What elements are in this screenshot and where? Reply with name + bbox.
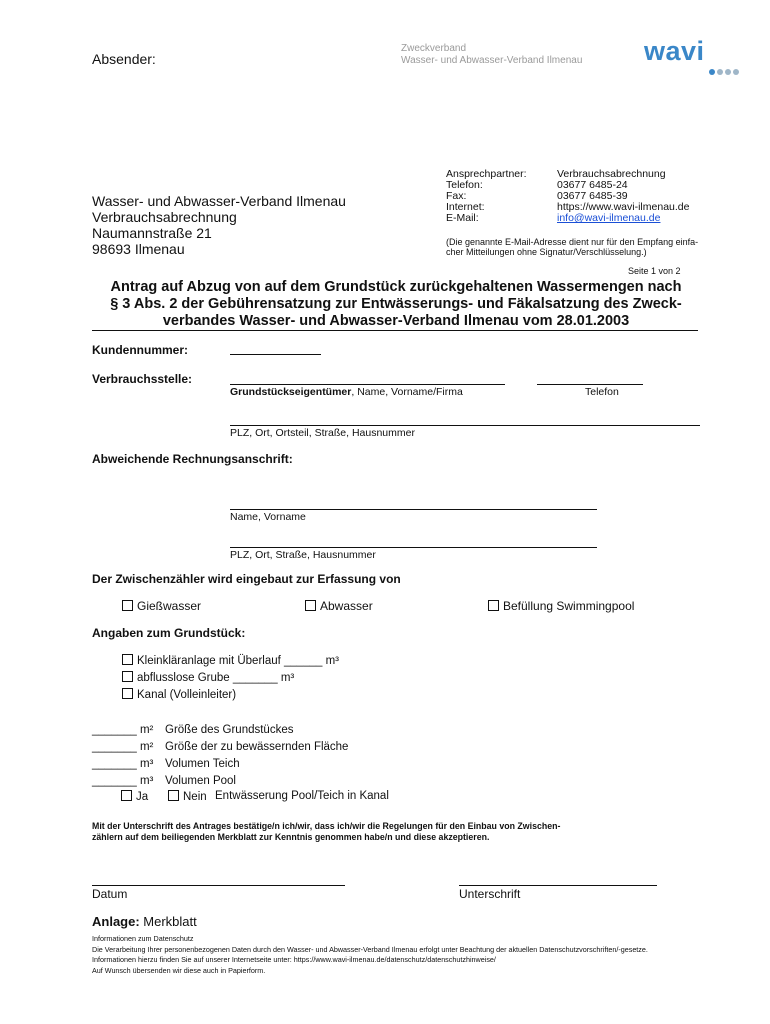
option-label: Abwasser [320, 599, 373, 613]
privacy-notice [92, 934, 648, 976]
checkbox-icon[interactable] [122, 671, 133, 682]
contact-label: Ansprechpartner: [446, 168, 527, 180]
page-title [96, 279, 696, 330]
measure-unit[interactable]: _______ m³ [92, 758, 154, 770]
measure-unit[interactable]: _______ m² [92, 741, 154, 753]
org-line2: Wasser- und Abwasser-Verband Ilmenau [401, 55, 583, 66]
checkbox-icon[interactable] [121, 790, 132, 801]
contact-value: 03677 6485-24 [557, 179, 628, 191]
recipient-line4: 98693 Ilmenau [92, 241, 185, 257]
contact-note [446, 237, 698, 257]
option-label: Kanal (Volleinleiter) [137, 689, 237, 701]
date-field[interactable] [92, 885, 345, 886]
option-label: Befüllung Swimmingpool [503, 599, 635, 613]
org-line1: Zweckverband [401, 43, 467, 54]
title-divider [92, 330, 698, 331]
privacy-line4: Auf Wunsch übersenden wir diese auch in Papierform. [92, 965, 266, 975]
checkbox-icon[interactable] [488, 600, 499, 611]
checkbox-icon[interactable] [122, 600, 133, 611]
consumption-point-label: Verbrauchsstelle: [92, 372, 193, 386]
property-option-sewer[interactable] [122, 688, 236, 701]
address-field[interactable] [230, 425, 700, 426]
measures-labels [165, 722, 348, 790]
property-heading: Angaben zum Grundstück: [92, 626, 246, 640]
checkbox-icon[interactable] [122, 688, 133, 699]
property-option-septic[interactable] [122, 654, 339, 667]
contact-label: Telefon: [446, 179, 483, 191]
confirmation-line2: zählern auf dem beiliegenden Merkblatt zur Kenntnis genommen habe/n und diese akzeptieren. [92, 832, 490, 842]
billing-name-field[interactable] [230, 509, 597, 510]
attachment [92, 914, 197, 929]
measures-units [92, 722, 153, 790]
recipient-line2: Verbrauchsabrechnung [92, 209, 237, 225]
phone-field[interactable] [537, 384, 643, 385]
option-giesswasser[interactable] [122, 599, 201, 613]
checkbox-icon[interactable] [168, 790, 179, 801]
title-line3: verbandes Wasser- und Abwasser-Verband Ilmenau vom 28.01.2003 [162, 313, 630, 329]
measure-unit[interactable]: _______ m³ [92, 775, 154, 787]
customer-number-label: Kundennummer: [92, 343, 188, 357]
billing-label: Abweichende Rechnungsanschrift: [92, 452, 293, 466]
contact-value: Verbrauchsabrechnung [557, 168, 666, 180]
privacy-line3: Informationen hierzu finden Sie auf unserer Internetseite unter: https://www.wavi-ilmenau.de/datenschutz/datenschutzhinweise/ [92, 955, 496, 964]
measure-unit[interactable]: _______ m² [92, 724, 154, 736]
page-info: Seite 1 von 2 [628, 266, 681, 276]
option-label: abflusslose Grube _______ m³ [137, 672, 295, 684]
no-label: Nein [183, 791, 207, 803]
option-label: Kleinkläranlage mit Überlauf ______ m³ [137, 655, 339, 667]
contact-values [557, 169, 689, 224]
billing-address-caption: PLZ, Ort, Straße, Hausnummer [230, 549, 376, 561]
attachment-value: Merkblatt [139, 914, 197, 929]
privacy-line1: Informationen zum Datenschutz [92, 934, 194, 943]
contact-label: E-Mail: [446, 212, 479, 224]
contact-label: Internet: [446, 201, 485, 213]
option-yes[interactable] [121, 790, 148, 803]
yes-label: Ja [136, 791, 149, 803]
address-caption: PLZ, Ort, Ortsteil, Straße, Hausnummer [230, 427, 415, 439]
owner-caption-bold: Grundstückseigentümer [230, 386, 352, 398]
contact-label: Fax: [446, 190, 467, 202]
option-pool[interactable] [488, 599, 634, 613]
checkbox-icon[interactable] [122, 654, 133, 665]
contact-value: 03677 6485-39 [557, 190, 628, 202]
wavi-logo: wavi [644, 36, 705, 66]
property-option-cesspit[interactable] [122, 671, 294, 684]
checkbox-icon[interactable] [305, 600, 316, 611]
date-label: Datum [92, 887, 128, 901]
contact-note-line1: (Die genannte E-Mail-Adresse dient nur für den Empfang einfa- [446, 237, 699, 247]
contact-labels [446, 169, 527, 224]
measure-label: Volumen Pool [165, 775, 236, 787]
privacy-line2: Die Verarbeitung Ihrer personenbezogenen Daten durch den Wasser- und Abwasser-Verband Ilmenau erfolgt unter Beachtung der aktuellen Datenschutzvorschriften/-gesetze. [92, 944, 648, 954]
measure-label: Volumen Teich [165, 758, 240, 770]
sender-label: Absender: [92, 51, 156, 67]
contact-note-line2: cher Mitteilungen ohne Signatur/Verschlüsselung.) [446, 247, 647, 257]
owner-name-field[interactable] [230, 384, 505, 385]
measure-label: Größe der zu bewässernden Fläche [165, 741, 349, 753]
signature-label: Unterschrift [459, 887, 521, 901]
confirmation-line1: Mit der Unterschrift des Antrages bestätige/n ich/wir, dass ich/wir die Regelungen für den Einbau von Zwischen- [92, 821, 561, 831]
title-line1: Antrag auf Abzug von auf dem Grundstück zurückgehaltenen Wassermengen nach [110, 279, 682, 295]
phone-caption: Telefon [585, 386, 619, 398]
billing-name-caption: Name, Vorname [230, 511, 306, 523]
contact-website[interactable]: https://www.wavi-ilmenau.de [557, 201, 690, 213]
signature-field[interactable] [459, 885, 657, 886]
attachment-label: Anlage: [92, 914, 140, 929]
contact-email-link[interactable]: info@wavi-ilmenau.de [557, 212, 661, 224]
title-line2: § 3 Abs. 2 der Gebührensatzung zur Entwässerungs- und Fäkalsatzung des Zweck- [110, 296, 682, 312]
billing-address-field[interactable] [230, 547, 597, 548]
recipient-line3: Naumannstraße 21 [92, 225, 212, 241]
meter-heading: Der Zwischenzähler wird eingebaut zur Erfassung von [92, 572, 401, 586]
recipient-line1: Wasser- und Abwasser-Verband Ilmenau [92, 193, 346, 209]
option-label: Gießwasser [137, 599, 202, 613]
drainage-label: Entwässerung Pool/Teich in Kanal [215, 790, 389, 802]
owner-caption-rest: , Name, Vorname/Firma [351, 386, 463, 398]
option-no[interactable] [168, 790, 207, 803]
recipient-address [92, 193, 346, 257]
confirmation-text [92, 821, 560, 843]
owner-caption [230, 386, 463, 398]
measure-label: Größe des Grundstückes [165, 724, 294, 736]
customer-number-field[interactable] [230, 354, 321, 355]
option-abwasser[interactable] [305, 599, 373, 613]
